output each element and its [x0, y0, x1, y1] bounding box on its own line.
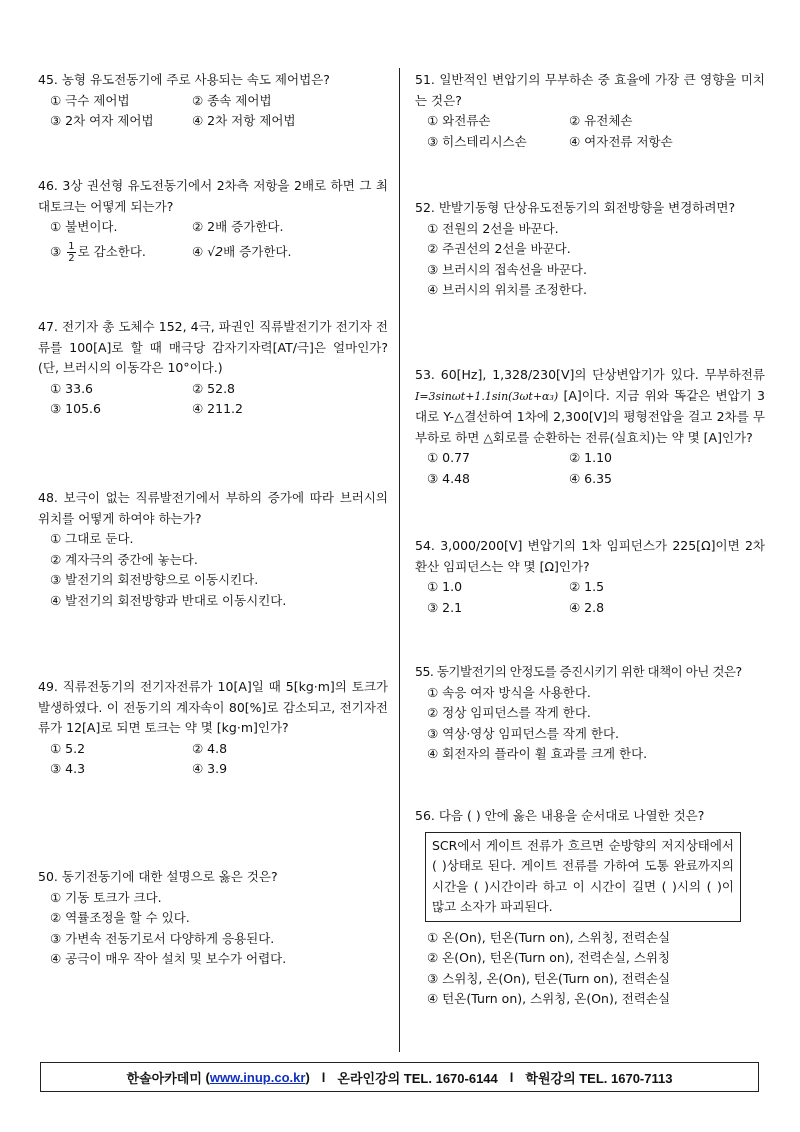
option-number: ③	[50, 243, 62, 259]
option-2[interactable]: ② 4.8	[192, 740, 228, 756]
option-1[interactable]: ① 33.6	[50, 380, 94, 396]
option-4[interactable]: ④ 3.9	[192, 761, 228, 776]
option-list	[38, 379, 388, 420]
option-list	[415, 448, 765, 489]
option-2[interactable]: ② 역률조정을 할 수 있다.	[50, 910, 190, 925]
option-1[interactable]: ① 그대로 둔다.	[50, 531, 134, 546]
option-list	[38, 91, 388, 132]
question-stem: 45. 농형 유도전동기에 주로 사용되는 속도 제어법은?	[38, 72, 330, 87]
option-text: 로 감소한다.	[77, 243, 146, 259]
option-4[interactable]: ④ 여자전류 저항손	[569, 133, 673, 149]
footer-offline-phone: 학원강의 TEL. 1670-7113	[525, 1070, 673, 1086]
option-list	[415, 928, 765, 1010]
option-list	[38, 739, 388, 780]
option-2[interactable]: ② 2배 증가한다.	[192, 219, 284, 234]
option-4[interactable]: ④ 턴온(Turn on), 스위칭, 온(On), 전력손실	[427, 991, 671, 1006]
option-4[interactable]: ④ 6.35	[569, 470, 613, 486]
stem-part-1: 53. 60[Hz], 1,328/230[V]의 단상변압기가 있다. 무부하전류	[415, 367, 765, 382]
footer-separator: l	[321, 1069, 326, 1085]
option-2[interactable]: ② 정상 임피던스를 작게 한다.	[427, 705, 591, 720]
option-list	[415, 219, 765, 301]
option-text: 배 증가한다.	[223, 243, 292, 259]
column-divider	[399, 68, 400, 1052]
question-54	[415, 536, 765, 618]
question-48	[38, 488, 388, 611]
question-56	[415, 806, 765, 1010]
question-stem: 46. 3상 권선형 유도전동기에서 2차측 저항을 2배로 하면 그 최대토크는 어떻게 되는가?	[38, 178, 388, 214]
option-3[interactable]: ③ 2차 여자 제어법	[50, 113, 154, 128]
option-3[interactable]: ③ 스위칭, 온(On), 턴온(Turn on), 전력손실	[427, 970, 671, 986]
option-1[interactable]: ① 와전류손	[427, 113, 491, 128]
footer-brand: 한솔아카데미	[126, 1070, 202, 1086]
question-stem: 48. 보극이 없는 직류발전기에서 부하의 증가에 따라 브러시의 위치를 어떻게 하여야 하는가?	[38, 490, 388, 526]
option-4[interactable]	[192, 238, 388, 266]
stem-part-2: [A]이다. 지금 위와 똑같은 변압기 3대로 Y-△결선하여 1차에 2,300[V]의 평형전압을 걸고 2차를 무부하로 하면 △회로를 순환하는 전류(실효치)는 약 몇 [A]인가?	[415, 387, 765, 445]
option-3[interactable]: ③ 역상·영상 임피던스를 작게 한다.	[427, 725, 620, 741]
fraction	[67, 241, 75, 264]
question-46	[38, 176, 388, 266]
question-stem: 47. 전기자 총 도체수 152, 4극, 파권인 직류발전기가 전기자 전류를 100[A]로 할 때 매극당 감자기자력[AT/극]은 얼마인가? (단, 브러시의 이동각은 10°이다.)	[38, 319, 388, 375]
math-sqrt: √2	[207, 243, 224, 259]
option-3[interactable]: ③ 2.1	[427, 599, 463, 615]
question-stem	[415, 365, 765, 448]
option-1[interactable]: ① 온(On), 턴온(Turn on), 스위칭, 전력손실	[427, 929, 671, 945]
option-4[interactable]: ④ 발전기의 회전방향과 반대로 이동시킨다.	[50, 592, 287, 608]
option-3[interactable]	[50, 238, 192, 266]
option-1[interactable]: ① 전원의 2선을 바꾼다.	[427, 220, 559, 236]
option-1[interactable]: ① 극수 제어법	[50, 92, 130, 108]
option-2[interactable]: ② 종속 제어법	[192, 92, 272, 108]
question-55	[415, 662, 765, 765]
fraction-denominator: 2	[68, 252, 75, 264]
question-stem: 50. 동기전동기에 대한 설명으로 옳은 것은?	[38, 869, 278, 884]
option-number: ④	[192, 243, 204, 259]
question-stem: 54. 3,000/200[V] 변압기의 1차 임피던스가 225[Ω]이면 2차 환산 임피던스는 약 몇 [Ω]인가?	[415, 538, 765, 574]
option-1[interactable]: ① 기동 토크가 크다.	[50, 889, 162, 905]
question-47	[38, 317, 388, 420]
question-stem: 49. 직류전동기의 전기자전류가 10[A]일 때 5[kg·m]의 토크가 발생하였다. 이 전동기의 계자속이 80[%]로 감소되고, 전기자전류가 12[A]로 되면 토크는 약 몇 [kg·m]인가?	[38, 679, 388, 735]
option-1[interactable]: ① 1.0	[427, 579, 463, 594]
option-3[interactable]: ③ 105.6	[50, 401, 101, 416]
option-list	[38, 217, 388, 266]
option-2[interactable]: ② 52.8	[192, 380, 236, 396]
option-3[interactable]: ③ 4.48	[427, 470, 471, 486]
footer-bar: 한솔아카데미 ( www.inup.co.kr ) l 온라인강의 TEL. 1670-6144 l 학원강의 TEL. 1670-7113	[40, 1062, 759, 1092]
current-formula: I=3sinωt+1.1sin(3ωt+α₃)	[415, 389, 559, 403]
option-1[interactable]: ① 5.2	[50, 740, 86, 756]
option-4[interactable]: ④ 공극이 매우 작아 설치 및 보수가 어렵다.	[50, 951, 287, 966]
question-stem: 51. 일반적인 변압기의 무부하손 중 효율에 가장 큰 영향을 미치는 것은?	[415, 72, 765, 108]
footer-online-phone: 온라인강의 TEL. 1670-6144	[337, 1070, 498, 1086]
option-list	[415, 111, 765, 152]
option-2[interactable]: ② 1.5	[569, 579, 605, 594]
question-stem: 55. 동기발전기의 안정도를 증진시키기 위한 대책이 아닌 것은?	[415, 664, 742, 679]
option-3[interactable]: ③ 브러시의 접속선을 바꾼다.	[427, 261, 587, 277]
option-list	[38, 888, 388, 970]
footer-separator: l	[509, 1069, 514, 1085]
option-2[interactable]: ② 주권선의 2선을 바꾼다.	[427, 241, 571, 256]
option-2[interactable]: ② 1.10	[569, 450, 613, 465]
option-3[interactable]: ③ 히스테리시스손	[427, 133, 527, 149]
question-49	[38, 677, 388, 780]
option-2[interactable]: ② 유전체손	[569, 113, 633, 128]
option-3[interactable]: ③ 4.3	[50, 761, 86, 776]
question-stem: 56. 다음 ( ) 안에 옳은 내용을 순서대로 나열한 것은?	[415, 808, 705, 823]
option-4[interactable]: ④ 211.2	[192, 401, 243, 416]
option-list	[415, 577, 765, 618]
fraction-numerator: 1	[68, 240, 75, 252]
question-50	[38, 867, 388, 970]
question-stem: 52. 반발기동형 단상유도전동기의 회전방향을 변경하려면?	[415, 200, 736, 215]
question-45	[38, 70, 388, 132]
footer-url-link[interactable]: www.inup.co.kr	[209, 1069, 306, 1085]
option-3[interactable]: ③ 가변속 전동기로서 다양하게 응용된다.	[50, 930, 275, 946]
option-list	[415, 683, 765, 765]
option-4[interactable]: ④ 회전자의 플라이 휠 효과를 크게 한다.	[427, 746, 648, 761]
option-2[interactable]: ② 계자극의 중간에 놓는다.	[50, 551, 198, 567]
option-4[interactable]: ④ 2차 저항 제어법	[192, 113, 296, 128]
option-list	[38, 529, 388, 611]
option-4[interactable]: ④ 2.8	[569, 599, 605, 615]
question-52	[415, 198, 765, 301]
question-53	[415, 365, 765, 489]
option-1[interactable]: ① 속응 여자 방식을 사용한다.	[427, 684, 591, 700]
option-4[interactable]: ④ 브러시의 위치를 조정한다.	[427, 282, 587, 297]
option-2[interactable]: ② 온(On), 턴온(Turn on), 전력손실, 스위칭	[427, 950, 671, 965]
option-1[interactable]: ① 불변이다.	[50, 219, 118, 234]
option-3[interactable]: ③ 발전기의 회전방향으로 이동시킨다.	[50, 572, 259, 587]
question-51	[415, 70, 765, 152]
passage-box: SCR에서 게이트 전류가 흐르면 순방향의 저지상태에서 ( )상태로 된다. 게이트 전류를 가하여 도통 완료까지의 시간을 ( )시간이라 하고 이 시간이 길면 ( )시의 ( )이 많고 소자가 파괴된다.	[425, 832, 741, 922]
option-1[interactable]: ① 0.77	[427, 450, 471, 465]
